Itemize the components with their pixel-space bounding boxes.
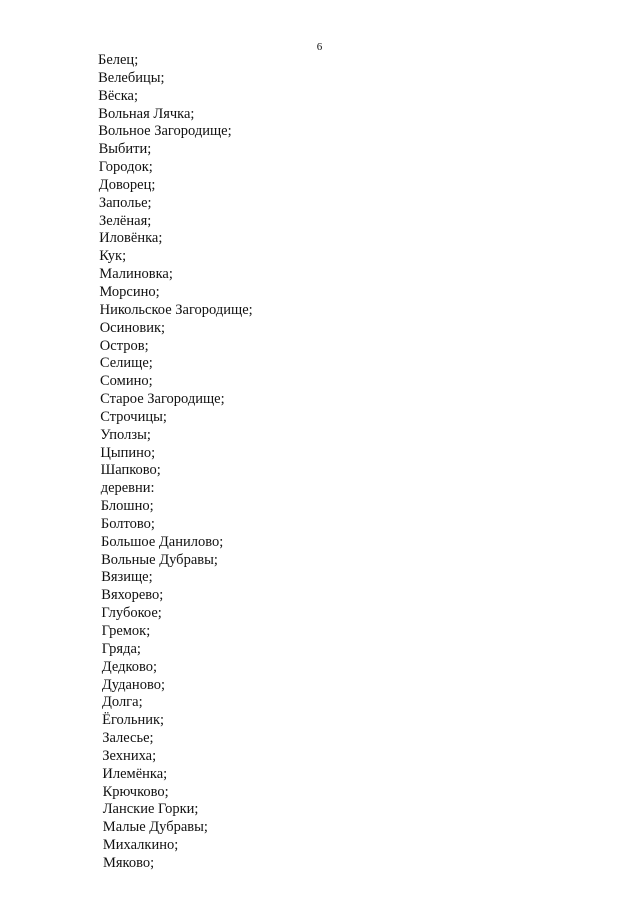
list-item: Вяхорево;	[101, 587, 164, 604]
page-number: 6	[316, 41, 323, 53]
list-item: Белец;	[98, 52, 139, 68]
list-item: Городок;	[98, 159, 153, 176]
list-item: Цыпино;	[100, 444, 156, 461]
list-item: Мяково;	[103, 854, 155, 871]
list-item: Доворец;	[98, 176, 156, 193]
list-item: Селище;	[99, 355, 153, 372]
list-item: Морсино;	[99, 283, 160, 300]
list-item: Малиновка;	[99, 266, 173, 283]
list-item: Вёска;	[98, 87, 139, 104]
list-item: Дуданово;	[101, 676, 165, 693]
list-item: Вольная Лячка;	[98, 105, 195, 122]
list-item: Сомино;	[100, 373, 153, 390]
list-item: Выбити;	[98, 141, 152, 158]
list-item: Дедково;	[101, 658, 158, 675]
list-item: Зелёная;	[99, 212, 152, 229]
list-item: Вязище;	[101, 569, 153, 586]
list-item: Шапково;	[100, 462, 161, 479]
list-item: Большое Данилово;	[101, 533, 224, 550]
list-item: Болтово;	[100, 515, 155, 532]
list-item: Гремок;	[101, 623, 151, 639]
list-item: Осиновик;	[99, 319, 166, 336]
list-item: Малые Дубравы;	[102, 819, 208, 836]
list-item: Заполье;	[98, 194, 152, 211]
settlement-list	[0, 52, 253, 873]
list-item: Кук;	[99, 248, 127, 265]
list-item: Старое Загородище;	[100, 391, 225, 408]
list-item: Гряда;	[101, 640, 141, 657]
list-item: Илемёнка;	[102, 765, 168, 782]
list-item: Блошно;	[100, 498, 154, 515]
list-item: Вольное Загородище;	[98, 123, 232, 140]
list-item: Уползы;	[100, 426, 151, 443]
list-item: Крючково;	[102, 783, 169, 800]
list-item: Иловёнка;	[99, 230, 163, 247]
list-item: Залесье;	[102, 730, 154, 747]
list-item: Никольское Загородище;	[99, 301, 253, 318]
list-item: Строчицы;	[100, 408, 167, 425]
list-item: Зехниха;	[102, 747, 157, 764]
list-item: Остров;	[99, 337, 149, 354]
list-item: Велебицы;	[98, 69, 165, 86]
list-item: Ёгольник;	[102, 712, 165, 729]
list-item: Михалкино;	[102, 837, 179, 854]
list-item: деревни:	[100, 480, 155, 497]
list-item: Глубокое;	[101, 605, 162, 622]
list-item: Вольные Дубравы;	[101, 551, 218, 568]
list-item: Долга;	[102, 694, 143, 711]
list-item: Ланские Горки;	[102, 801, 199, 818]
